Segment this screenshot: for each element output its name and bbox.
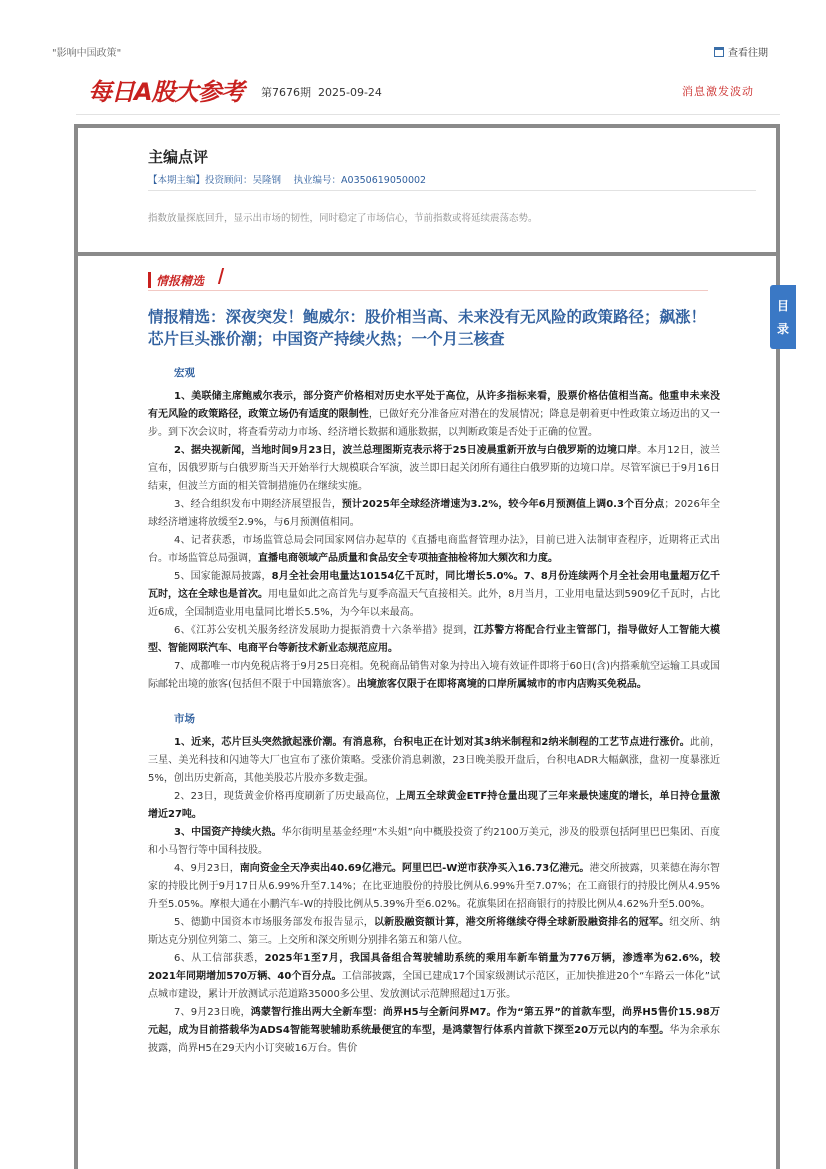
- article-title: 情报精选：深夜突发！鲍威尔：股价相当高、未来没有无风险的政策路径；飙涨！芯片巨头涨价潮；中国资产持续火热；一个月三核查: [148, 308, 707, 348]
- news-text: 此前，三星、美光科技和闪迪等大厂也宣布了涨价策略。受涨价消息刺激，23日晚美股开盘后，台积电ADR大幅飙涨，盘初一度暴涨近5%，创出历史新高，其他美股芯片股亦多数走强。: [148, 737, 721, 784]
- news-item: [148, 734, 720, 788]
- section-tag: [148, 270, 708, 291]
- news-highlight: 南向资金全天净卖出40.69亿港元。阿里巴巴-W逆市获净买入16.73亿港元。: [239, 863, 590, 874]
- news-highlight: 江苏警方将配合行业主管部门，指导做好人工智能大模型、智能网联汽车、电商平台等新技术新业态规范应用。: [148, 625, 720, 654]
- market-heading: 市场: [174, 713, 195, 725]
- news-item: [148, 950, 720, 1004]
- editor-comment-card: [74, 124, 780, 256]
- news-text: 7、9月23日晚，: [174, 1007, 251, 1018]
- news-text: 港交所披露，贝莱德在海尔智家的持股比例于9月17日从6.99%升至7.14%；在比亚迪股份的持股比例从6.99%升至7.07%；在工商银行的持股比例从4.95%升至5.05%。摩根大通在小鹏汽车-W的持股比例从5.39%升至6.02%。花旗集团在招商银行的持股比例从4.62%升至5.00%。: [148, 863, 720, 910]
- news-text: 6、从工信部获悉，: [174, 953, 265, 964]
- calendar-icon: [714, 47, 724, 57]
- market-list: [148, 734, 720, 1058]
- news-item: [148, 860, 720, 914]
- newsletter-header: [76, 70, 780, 115]
- top-bar: [0, 0, 826, 62]
- news-text: 工信部披露，全国已建成17个国家级测试示范区，正加快推进20个“车路云一体化”试点城市建设，累计开放测试示范道路35000多公里、发放测试示范牌照超过1万张。: [148, 971, 721, 1000]
- news-text: 4、9月23日，: [174, 863, 240, 874]
- issue-info: [261, 84, 382, 100]
- view-archive-label: 查看往期: [728, 48, 768, 59]
- news-item: [148, 658, 720, 694]
- issue-date: 2025-09-24: [318, 86, 382, 99]
- macro-list: [148, 388, 720, 694]
- news-highlight: 上周五全球黄金ETF持仓量出现了三年来最快速度的增长，单日持仓量激增近27吨。: [148, 791, 721, 820]
- news-highlight: 预计2025年全球经济增速为3.2%，较今年6月预测值上调0.3个百分点: [341, 499, 665, 510]
- news-item: [148, 496, 720, 532]
- divider: [148, 190, 756, 191]
- news-highlight: 1、近来，芯片巨头突然掀起涨价潮。有消息称，台积电正在计划对其3纳米制程和2纳米制程的工艺节点进行涨价。: [174, 737, 690, 748]
- news-item: [148, 914, 720, 950]
- news-item: [148, 788, 720, 824]
- news-highlight: 1、美联储主席鲍威尔表示，部分资产价格相对历史水平处于高位，从许多指标来看，股票价格估值相当高。他重申未来没有无风险的政策路径，政策立场仍有适度的限制性: [148, 391, 720, 420]
- news-highlight: 3、中国资产持续火热。: [174, 827, 282, 838]
- editor-title: 主编点评: [148, 148, 209, 166]
- toc-char-1: 目: [776, 299, 789, 313]
- view-archive-link[interactable]: [714, 44, 768, 59]
- news-item: [148, 388, 720, 442]
- logo: 每日A股大参考: [88, 78, 244, 106]
- intelligence-card: [74, 252, 780, 1169]
- news-text: 纽交所、纳斯达克分别位列第二、第三。上交所和深交所则分别排名第五和第八位。: [148, 917, 721, 946]
- issue-number: 第7676期: [261, 86, 311, 99]
- news-text: 4、记者获悉，市场监管总局会同国家网信办起草的《直播电商监督管理办法》，目前已进入法制审查程序，近期将正式出台。市场监管总局强调，: [148, 535, 720, 564]
- section-tag-text: 情报精选: [156, 274, 205, 288]
- news-item: [148, 622, 720, 658]
- news-item: [148, 532, 720, 568]
- toc-button[interactable]: [770, 285, 796, 349]
- news-item: [148, 442, 720, 496]
- macro-heading: 宏观: [174, 367, 195, 379]
- news-item: [148, 568, 720, 622]
- news-text: 。本月12日，波兰宣布，因俄罗斯与白俄罗斯当天开始举行大规模联合军演，波兰即日起关闭所有通往白俄罗斯的边境口岸。尽管军演已于9月16日结束，但波兰方面的相关管制措施仍在继续实施。: [148, 445, 721, 492]
- tagline: 消息激发波动: [682, 85, 754, 98]
- news-highlight: 2、据央视新闻，当地时间9月23日，波兰总理图斯克表示将于25日凌晨重新开放与白俄罗斯的边境口岸: [174, 445, 638, 456]
- news-item: [148, 824, 720, 860]
- editor-comment: 指数放量探底回升，显示出市场的韧性，同时稳定了市场信心，节前指数或将延续震荡态势。: [148, 213, 538, 224]
- news-highlight: 以新股融资额计算，港交所将继续夺得全球新股融资排名的冠军。: [374, 917, 670, 928]
- slogan: "影响中国政策": [52, 48, 122, 59]
- news-highlight: 8月全社会用电量达10154亿千瓦时，同比增长5.0%。7、8月份连续两个月全社会用电量超万亿千瓦时，这在全球也是首次。: [148, 571, 720, 600]
- tag-tick: [218, 268, 224, 284]
- toc-char-2: 录: [776, 322, 789, 336]
- news-text: 3、经合组织发布中期经济展望报告，: [174, 499, 342, 510]
- news-text: 6、《江苏公安机关服务经济发展助力提振消费十六条举措》提到，: [174, 625, 474, 636]
- news-text: 2、23日，现货黄金价格再度刷新了历史最高位，: [174, 791, 396, 802]
- news-item: [148, 1004, 720, 1058]
- news-highlight: 2025年1至7月，我国具备组合驾驶辅助系统的乘用车新车销量为776万辆，渗透率为62.6%，较2021年同期增加570万辆、40个百分点。: [148, 953, 720, 982]
- news-text: 用电量如此之高首先与夏季高温天气直接相关。此外，8月当月，工业用电量达到5909亿千瓦时，占比近6成，全国制造业用电量同比增长5.5%，为今年以来最高。: [148, 589, 721, 618]
- news-text: 5、国家能源局披露，: [174, 571, 272, 582]
- news-highlight: 鸿蒙智行推出两大全新车型：尚界H5与全新问界M7。作为“第五界”的首款车型，尚界H5售价15.98万元起，成为目前搭载华为ADS4智能驾驶辅助系统最便宜的车型，是鸿蒙智行体系内首款下探至20万元以内的车型。: [148, 1007, 720, 1036]
- editor-meta: 【本期主编】投资顾问：吴隆钢 执业编号：A0350619050002: [148, 175, 427, 186]
- news-highlight: 出境旅客仅限于在即将离境的口岸所属城市的市内店购买免税品。: [356, 679, 647, 690]
- article-body: [148, 364, 720, 1058]
- news-text: 7、成都唯一市内免税店将于9月25日亮相。免税商品销售对象为持出入境有效证件即将于60日(含)内搭乘航空运输工具或国际邮轮出境的旅客(包括但不限于中国籍旅客）。: [148, 661, 720, 690]
- news-text: 华为余承东披露，尚界H5在29天内小订突破16万台。售价: [148, 1025, 721, 1054]
- tag-bar: [148, 272, 151, 288]
- news-highlight: 直播电商领域产品质量和食品安全专项抽查抽检将加大频次和力度。: [258, 553, 558, 564]
- news-text: ，已做好充分准备应对潜在的发展情况；降息是朝着更中性政策立场迈出的又一步。到下次会议时，将查看劳动力市场、经济增长数据和通胀数据，以判断政策是否处于正确的位置。: [148, 409, 721, 438]
- news-text: 5、德勤中国资本市场服务部发布报告显示，: [174, 917, 374, 928]
- news-text: ；2026年全球经济增速将放缓至2.9%，与6月预测值相同。: [148, 499, 720, 528]
- news-text: 华尔街明星基金经理“木头姐”向中概股投资了约2100万美元，涉及的股票包括阿里巴巴集团、百度和小马智行等中国科技股。: [148, 827, 721, 856]
